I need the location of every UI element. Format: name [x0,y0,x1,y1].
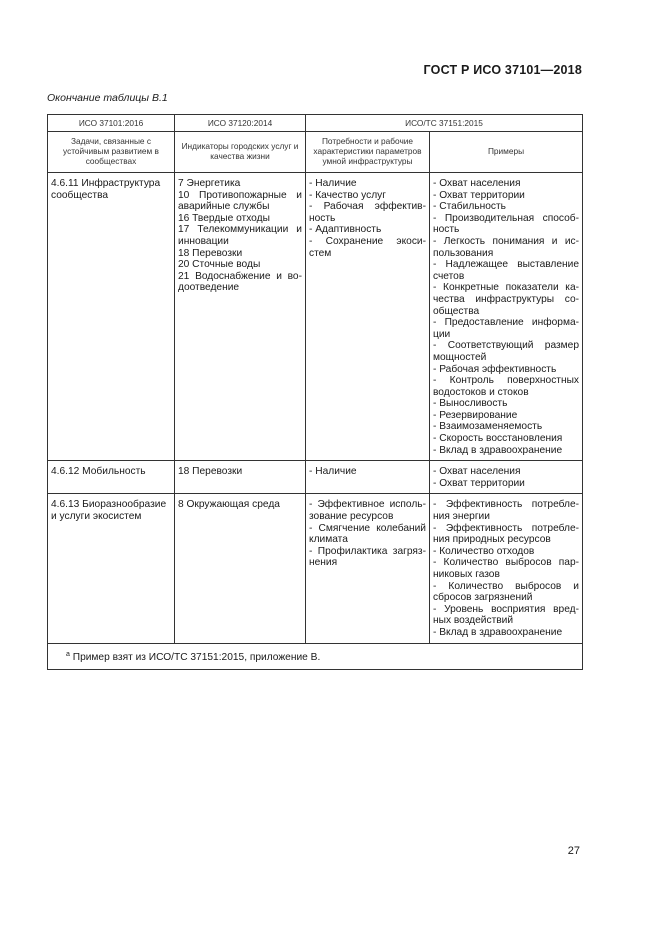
standards-header-row [48,115,583,132]
task-label: 4.6.12 Мобильность [51,466,146,478]
mapping-table [47,114,583,670]
footnote-row [48,643,583,669]
cell-line: - Охват территории [433,189,525,201]
cell-line: сбросов загрязнений [433,592,533,604]
standard-iso-37120: ИСО 37120:2014 [175,115,306,132]
task-label: 4.6.13 Биоразнообразие и услуги экосистем [51,499,167,523]
document-id: ГОСТ Р ИСО 37101—2018 [423,63,582,77]
needs-cell [306,494,430,643]
indicators-cell [175,494,306,643]
cell-line: - Предоставление информа- [433,317,580,329]
cell-line: водостоков и стоков [433,386,529,398]
cell-line: климата [309,534,348,546]
page-number: 27 [567,845,580,857]
columns-header-row [48,132,583,173]
cell-line: 16 Твердые отходы [178,212,270,224]
cell-line: - Наличие [309,178,357,189]
column-header-examples: Примеры [430,132,583,173]
cell-line: - Количество отходов [433,545,535,557]
cell-line: 21 Водоснабжение и во- [178,270,302,282]
examples-cell [430,494,583,643]
cell-line: общества [433,305,480,317]
cell-line: - Количество выбросов пар- [433,557,580,569]
cell-line: - Стабильность [433,201,506,213]
indicators-cell [175,173,306,461]
cell-line: ции [433,328,451,340]
column-header-needs: Потребности и рабочие характеристики параметров умной инфраструктуры [306,132,430,173]
task-cell [48,173,175,461]
task-cell [48,494,175,643]
cell-line: 7 Энергетика [178,178,241,189]
cell-line: 8 Окружающая среда [178,499,280,511]
examples-cell [430,173,583,461]
needs-cell [306,173,430,461]
cell-line: - Наличие [309,466,357,478]
examples-cell [430,461,583,494]
table-caption: Окончание таблицы В.1 [47,92,168,104]
table-row [48,494,583,643]
cell-line: - Сохранение экоси- [309,235,426,247]
cell-line: ность [433,224,460,236]
cell-line: 17 Телекоммуникации и [178,224,302,236]
cell-line: - Резервирование [433,409,518,421]
cell-line: ных воздействий [433,615,514,627]
table-row [48,461,583,494]
cell-line: пользования [433,247,494,259]
cell-line: нения [309,557,338,569]
cell-line: - Контроль поверхностных [433,375,580,387]
column-header-tasks: Задачи, связанные с устойчивым развитием в сообществах [48,132,175,173]
table-row [48,173,583,461]
cell-line: - Охват населения [433,466,521,478]
standard-iso-ts-37151: ИСО/ТС 37151:2015 [306,115,583,132]
task-label: 4.6.11 Инфраструктура сообщества [51,178,161,201]
column-header-indicators: Индикаторы городских услуг и качества жизни [175,132,306,173]
cell-line: - Охват населения [433,178,521,189]
cell-line: чества инфраструктуры со- [433,293,580,305]
task-cell [48,461,175,494]
cell-line: - Эффективное исполь- [309,499,426,511]
cell-line: - Вклад в здравоохранение [433,444,563,456]
cell-line: 18 Перевозки [178,247,243,259]
cell-line: ния природных ресурсов [433,534,551,546]
cell-line: - Надлежащее выставление [433,259,580,271]
cell-line: доотведение [178,282,240,294]
cell-line: - Смягчение колебаний [309,522,426,534]
cell-line: - Профилактика загряз- [309,545,426,557]
cell-line: - Взаимозаменяемость [433,421,543,433]
cell-line: - Эффективность потребле- [433,522,580,534]
cell-line: - Выносливость [433,398,508,410]
cell-line: - Уровень восприятия вред- [433,603,580,615]
cell-line: ния энергии [433,511,490,523]
cell-line: никовых газов [433,569,500,580]
cell-line: - Эффективность потребле- [433,499,580,511]
cell-line: ность [309,212,336,224]
cell-line: 10 Противопожарные и [178,189,302,201]
cell-line: - Конкретные показатели ка- [433,282,580,294]
cell-line: аварийные службы [178,201,270,213]
cell-line: 18 Перевозки [178,466,243,478]
needs-cell [306,461,430,494]
cell-line: зование ресурсов [309,511,394,523]
cell-line: счетов [433,270,465,282]
cell-line: - Охват территории [433,477,525,489]
cell-line: - Легкость понимания и ис- [433,235,580,247]
cell-line: - Скорость восстановления [433,433,563,445]
footnote-text: Пример взят из ИСО/ТС 37151:2015, приложение В. [72,651,321,663]
cell-line: - Адаптивность [309,224,382,236]
cell-line: 20 Сточные воды [178,259,261,271]
cell-line: мощностей [433,351,487,363]
cell-line: стем [309,247,332,259]
table-body [48,173,583,644]
cell-line: - Производительная способ- [433,212,580,224]
cell-line: - Качество услуг [309,189,386,201]
cell-line: - Соответствующий размер [433,340,580,352]
cell-line: - Рабочая эффективность [433,363,557,375]
standard-iso-37101: ИСО 37101:2016 [48,115,175,132]
cell-line: - Вклад в здравоохранение [433,626,563,638]
cell-line: - Количество выбросов и [433,580,580,592]
cell-line: - Рабочая эффектив- [309,201,426,213]
indicators-cell [175,461,306,494]
cell-line: инновации [178,235,229,247]
footnote [48,643,583,669]
footnote-marker: а [66,650,70,658]
